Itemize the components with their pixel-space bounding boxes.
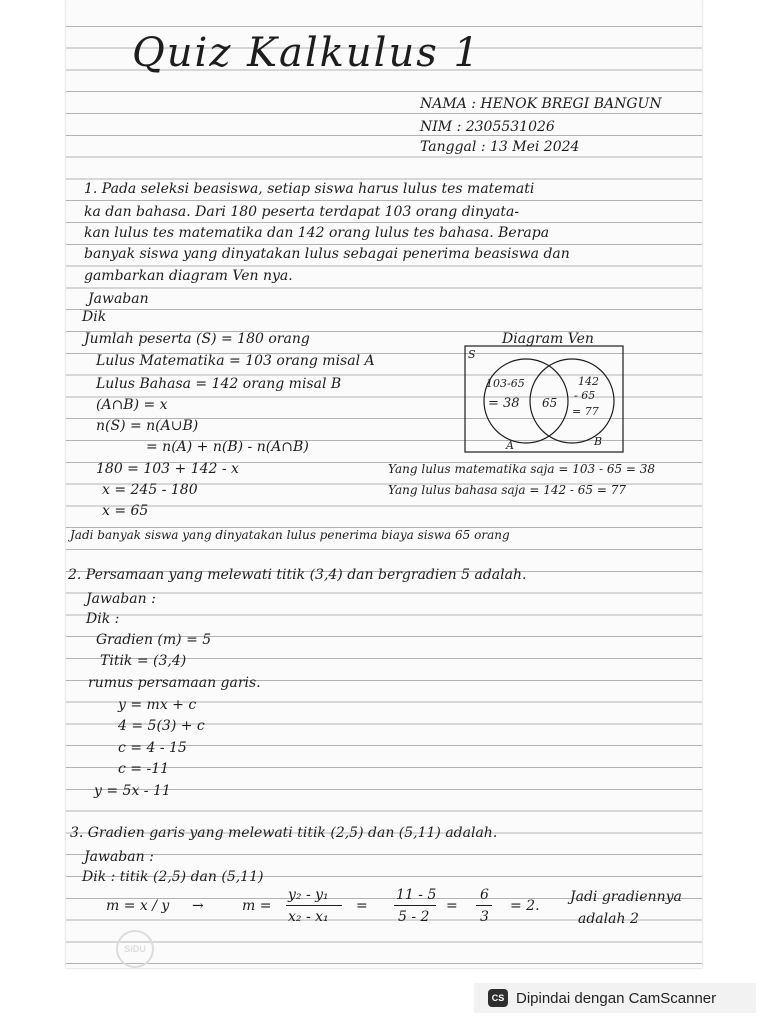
q2-step: c = -11 [118, 761, 170, 777]
venn-label-a: A [506, 439, 514, 452]
q1-dik: Dik [82, 309, 107, 325]
q1-conclusion: Jadi banyak siswa yang dinyatakan lulus penerima biaya siswa 65 orang [70, 528, 510, 542]
notebook-page [66, 0, 702, 968]
q2-titik: Titik = (3,4) [100, 653, 187, 669]
camscanner-label: Dipindai dengan CamScanner [516, 989, 717, 1007]
q1-line: 1. Pada seleksi beasiswa, setiap siswa harus lulus tes matemati [84, 181, 535, 197]
venn-a-expr: 103-65 [486, 377, 525, 390]
q3-formula-left: m = x / y [106, 898, 170, 914]
venn-b-expr-2: - 65 [574, 389, 596, 402]
q3-jawaban: Jawaban : [84, 849, 154, 865]
q2-jawaban: Jawaban : [86, 591, 156, 607]
q2-step: c = 4 - 15 [118, 740, 187, 756]
q3-conclusion: adalah 2 [578, 911, 639, 927]
q3-result: = 2. [510, 898, 540, 914]
venn-title: Diagram Ven [502, 331, 594, 347]
q1-note: Yang lulus bahasa saja = 142 - 65 = 77 [388, 483, 627, 497]
venn-universe-label: S [468, 348, 476, 361]
q3-arrow: → [192, 898, 204, 914]
q3-frac1-bar [286, 905, 342, 906]
student-nim: NIM : 2305531026 [420, 119, 555, 135]
q1-work-line: Lulus Matematika = 103 orang misal A [96, 353, 375, 369]
q3-frac2-bar [394, 905, 436, 906]
q3-eq2: = [446, 898, 458, 914]
venn-b-expr-1: 142 [578, 375, 599, 388]
q1-work-line: x = 65 [102, 503, 149, 519]
venn-b-value: = 77 [572, 405, 599, 418]
q1-note: Yang lulus matematika saja = 103 - 65 = 38 [388, 462, 656, 476]
venn-diagram [464, 345, 624, 455]
q3-frac3-num: 6 [480, 887, 489, 903]
q3-conclusion: Jadi gradiennya [570, 889, 682, 905]
q3-question: 3. Gradien garis yang melewati titik (2,5) dan (5,11) adalah. [70, 825, 498, 841]
q2-step: y = mx + c [118, 697, 197, 713]
q3-frac1-num: y₂ - y₁ [288, 887, 329, 903]
q1-line: ka dan bahasa. Dari 180 peserta terdapat 103 orang dinyata- [84, 204, 520, 220]
q2-gradien: Gradien (m) = 5 [96, 632, 212, 648]
q2-dik: Dik : [86, 611, 120, 627]
q1-work-line: x = 245 - 180 [102, 482, 198, 498]
q2-question: 2. Persamaan yang melewati titik (3,4) dan bergradien 5 adalah. [68, 567, 527, 583]
scanner-stamp: SiDU [116, 930, 154, 968]
q1-jawaban: Jawaban [88, 291, 149, 307]
venn-label-b: B [594, 435, 603, 448]
q3-frac1-den: x₂ - x₁ [288, 909, 329, 925]
q3-formula-m: m = [242, 898, 272, 914]
q3-frac2-num: 11 - 5 [396, 887, 437, 903]
q1-work-line: = n(A) + n(B) - n(A∩B) [146, 439, 309, 455]
q3-frac2-den: 5 - 2 [398, 909, 430, 925]
student-name: NAMA : HENOK BREGI BANGUN [420, 96, 662, 112]
page-title: Quiz Kalkulus 1 [132, 30, 481, 76]
q3-eq1: = [356, 898, 368, 914]
camscanner-logo-icon: CS [488, 989, 508, 1007]
q1-work-line: (A∩B) = x [96, 397, 168, 413]
q1-line: kan lulus tes matematika dan 142 orang lulus tes bahasa. Berapa [84, 225, 550, 241]
q1-work-line: Lulus Bahasa = 142 orang misal B [96, 376, 342, 392]
q1-line: banyak siswa yang dinyatakan lulus sebagai penerima beasiswa dan [84, 246, 570, 262]
camscanner-watermark [474, 983, 756, 1013]
q1-work-line: n(S) = n(A∪B) [96, 418, 199, 434]
venn-a-value: = 38 [488, 396, 520, 411]
q2-step: 4 = 5(3) + c [118, 718, 205, 734]
q2-step: y = 5x - 11 [94, 783, 171, 799]
q1-work-line: 180 = 103 + 142 - x [96, 461, 239, 477]
q2-rumus: rumus persamaan garis. [88, 675, 261, 691]
venn-intersection: 65 [542, 396, 558, 410]
date-line: Tanggal : 13 Mei 2024 [420, 139, 580, 155]
q3-frac3-den: 3 [480, 909, 489, 925]
q3-frac3-bar [476, 905, 492, 906]
q1-line: gambarkan diagram Ven nya. [84, 268, 293, 284]
q1-work-line: Jumlah peserta (S) = 180 orang [84, 331, 310, 347]
q3-dik: Dik : titik (2,5) dan (5,11) [82, 869, 264, 885]
